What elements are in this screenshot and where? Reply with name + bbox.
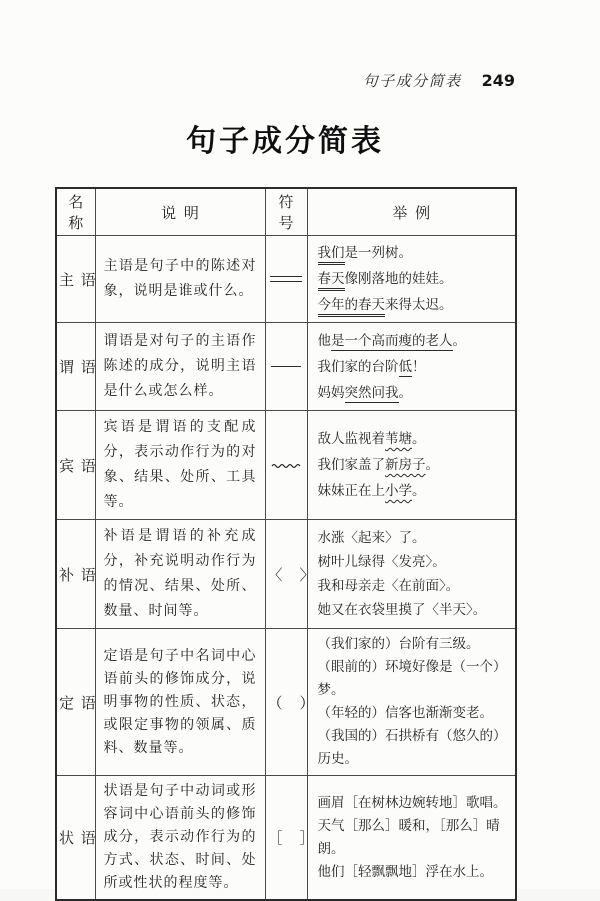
component-description: 谓语是对句子的主语作陈述的成分，说明主语是什么或怎么样。 <box>95 323 265 411</box>
component-name: 谓 语 <box>56 323 95 411</box>
column-header-symbol: 符 号 <box>265 188 307 236</box>
component-name: 宾 语 <box>56 411 95 520</box>
running-header <box>55 70 515 91</box>
sentence-components-table <box>55 187 517 901</box>
square-brackets-symbol: ［ ］ <box>265 776 307 901</box>
example-sentence: 我和母亲走〈在前面〉。 <box>317 578 460 594</box>
table-row-subject <box>56 236 516 323</box>
component-description: 补语是谓语的补充成分，补充说明动作行为的情况、结果、处所、数量、时间等。 <box>95 520 265 629</box>
example-sentence: 画眉［在树林边婉转地］歌唱。 <box>317 794 507 811</box>
example-list <box>307 629 516 776</box>
example-sentence: 今年的春天来得太迟。 <box>318 292 511 318</box>
example-sentence: 我们家的台阶低！ <box>317 358 426 375</box>
example-sentence: 敌人监视着苇塘。 <box>317 431 426 447</box>
example-list <box>307 323 516 411</box>
column-header-name: 名 称 <box>56 188 95 236</box>
example-sentence: 妹妹正在上小学。 <box>317 483 426 499</box>
table-row-adverbial <box>56 776 516 901</box>
example-sentence: （年轻的）信客也渐渐变老。 <box>317 705 493 721</box>
component-description: 定语是句子中名词中心语前头的修饰成分，说明事物的性质、状态，或限定事物的领属、质料、数量等。 <box>95 629 265 776</box>
example-sentence: 树叶儿绿得〈发亮〉。 <box>317 554 446 570</box>
wavy-underline-symbol <box>265 411 307 520</box>
example-list <box>307 236 516 323</box>
example-sentence: 他是一个高而瘦的老人。 <box>317 332 466 349</box>
component-name: 补 语 <box>56 520 95 629</box>
component-description: 宾语是谓语的支配成分，表示动作行为的对象、结果、处所、工具等。 <box>95 411 265 520</box>
double-underline-symbol <box>265 236 307 323</box>
single-underline-symbol <box>265 323 307 411</box>
column-header-examples: 举 例 <box>307 188 516 236</box>
table-header-row <box>56 188 516 236</box>
example-sentence: 妈妈突然问我。 <box>317 384 412 401</box>
table-row-complement <box>56 520 516 629</box>
page-title: 句子成分简表 <box>186 124 384 159</box>
example-list <box>307 776 516 901</box>
component-name: 定 语 <box>56 629 95 776</box>
table-row-object <box>56 411 516 520</box>
running-header-title: 句子成分简表 <box>362 72 462 90</box>
component-description: 状语是句子中动词或形容词中心语前头的修饰成分，表示动作行为的方式、状态、时间、处所或性状的程度等。 <box>95 776 265 901</box>
example-sentence: （我们家的）台阶有三级。 <box>317 636 480 652</box>
example-sentence: 水涨〈起来〉了。 <box>317 530 426 546</box>
component-description: 主语是句子中的陈述对象，说明是谁或什么。 <box>95 236 265 323</box>
example-list <box>307 520 516 629</box>
column-header-description: 说 明 <box>95 188 265 236</box>
example-sentence: （眼前的）环境好像是（一个）梦。 <box>317 659 507 698</box>
example-sentence: 她又在衣袋里摸了〈半天〉。 <box>317 602 487 618</box>
example-sentence: 春天像刚落地的娃娃。 <box>318 266 511 292</box>
table-row-attributive <box>56 629 516 776</box>
table-row-predicate <box>56 323 516 411</box>
page-number: 249 <box>481 71 515 90</box>
angle-brackets-symbol: 〈 〉 <box>265 520 307 629</box>
component-name: 主 语 <box>56 236 95 323</box>
parentheses-symbol: （ ） <box>265 629 307 776</box>
example-sentence: 天气［那么］暖和，［那么］晴朗。 <box>317 817 500 857</box>
component-name: 状 语 <box>56 776 95 901</box>
example-sentence: 我们家盖了新房子。 <box>317 457 439 473</box>
example-sentence: （我国的）石拱桥有（悠久的）历史。 <box>317 728 507 767</box>
example-sentence: 我们是一列树。 <box>318 240 511 266</box>
example-sentence: 他们［轻飘飘地］浮在水上。 <box>317 863 493 880</box>
example-list <box>307 411 516 520</box>
